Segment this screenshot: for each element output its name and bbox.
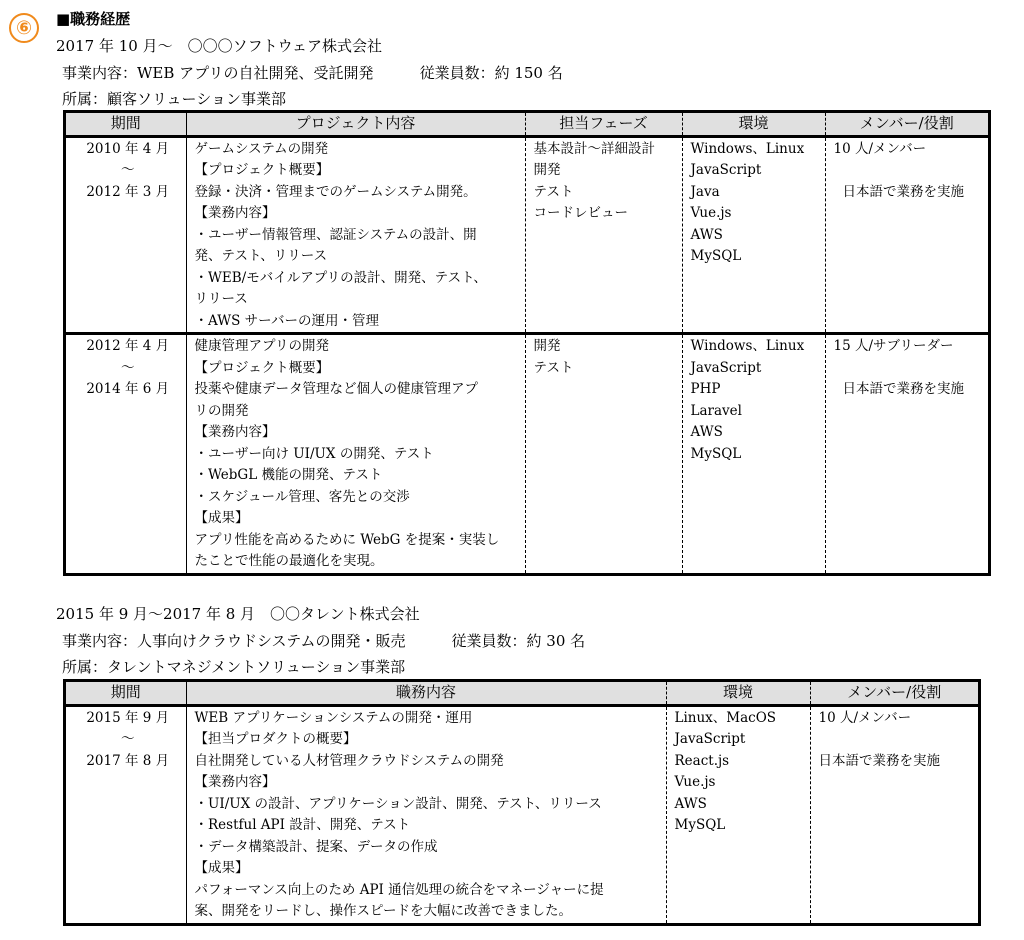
header-period: 期間 (66, 682, 186, 705)
row-period: 2012 年 4 月 〜 2014 年 6 月 (66, 334, 186, 573)
row-project-content: 健康管理アプリの開発 【プロジェクト概要】 投薬や健康データ管理など個人の健康管理アプ リの開発 【業務内容】 ・ユーザー向け UI/UX の開発、テスト ・WebGL 機能の開発、テスト ・スケジュール管理、客先との交渉 【成果】 アプリ性能を高めるために WebG を提案・実装し たことで性能の最適化を実現。 (186, 334, 525, 573)
section-heading: ■職務経歴 (56, 10, 131, 28)
header-environment: 環境 (666, 682, 810, 705)
company-2-period: 2015 年 9 月〜2017 年 8 月 〇〇タレント株式会社 (56, 605, 420, 623)
header-project-content: プロジェクト内容 (186, 113, 525, 136)
company-2-business: 事業内容：人事向けクラウドシステムの開発・販売 (62, 632, 406, 650)
row-environment: Windows、Linux JavaScript Java Vue.js AWS MySQL (682, 136, 825, 334)
company-2-employees: 従業員数：約 30 名 (451, 632, 586, 650)
table-row (66, 136, 988, 334)
company-2-department: 所属：タレントマネジメントソリューション事業部 (62, 658, 406, 676)
company-1-business-line (62, 63, 563, 83)
company-1-project-table (66, 113, 988, 573)
header-environment: 環境 (682, 113, 825, 136)
row-phase: 基本設計〜詳細設計 開発 テスト コードレビュー (525, 136, 682, 334)
row-period: 2010 年 4 月 〜 2012 年 3 月 (86, 140, 170, 200)
table-header-row (66, 682, 978, 705)
company-2-business-line (62, 631, 585, 651)
section-number-badge: ⑥ (9, 13, 39, 43)
company-1-employees: 従業員数：約 150 名 (419, 64, 563, 82)
row-phase: 開発 テスト (525, 334, 682, 573)
header-phase: 担当フェーズ (525, 113, 682, 136)
table-row (66, 334, 988, 573)
company-1-department: 所属：顧客ソリューション事業部 (62, 90, 286, 108)
row-period: 2015 年 9 月 〜 2017 年 8 月 (86, 709, 170, 769)
row-environment: Linux、MacOS JavaScript React.js Vue.js AWS MySQL (666, 705, 810, 923)
company-2-job-table (66, 682, 978, 923)
row-job-content: WEB アプリケーションシステムの開発・運用 【担当プロダクトの概要】 自社開発している人材管理クラウドシステムの開発 【業務内容】 ・UI/UX の設計、アプリケーション設計、開発、テスト、リリース ・Restful API 設計、開発、テスト ・データ構築設計、提案、データの作成 【成果】 パフォーマンス向上のため API 通信処理の統合をマネージャーに提 案、開発をリードし、操作スピードを大幅に改善できました。 (186, 705, 666, 923)
company-1-business: 事業内容：WEB アプリの自社開発、受託開発 (62, 64, 374, 82)
table-row (66, 705, 978, 923)
row-member-role: 15 人/サブリーダー 日本語で業務を実施 (825, 334, 988, 573)
row-member-role: 10 人/メンバー 日本語で業務を実施 (825, 136, 988, 334)
company-1-period: 2017 年 10 月〜 〇〇〇ソフトウェア株式会社 (56, 37, 382, 55)
row-project-content: ゲームシステムの開発 【プロジェクト概要】 登録・決済・管理までのゲームシステム開発。 【業務内容】 ・ユーザー情報管理、認証システムの設計、開 発、テスト、リリース ・WEB/モバイルアプリの設計、開発、テスト、 リリース ・AWS サーバーの運用・管理 (186, 136, 525, 334)
header-member-role: メンバー/役割 (825, 113, 988, 136)
row-environment: Windows、Linux JavaScript PHP Laravel AWS MySQL (682, 334, 825, 573)
header-job-content: 職務内容 (186, 682, 666, 705)
header-period: 期間 (66, 113, 186, 136)
row-member-role: 10 人/メンバー 日本語で業務を実施 (810, 705, 978, 923)
table-header-row (66, 113, 988, 136)
header-member-role: メンバー/役割 (810, 682, 978, 705)
